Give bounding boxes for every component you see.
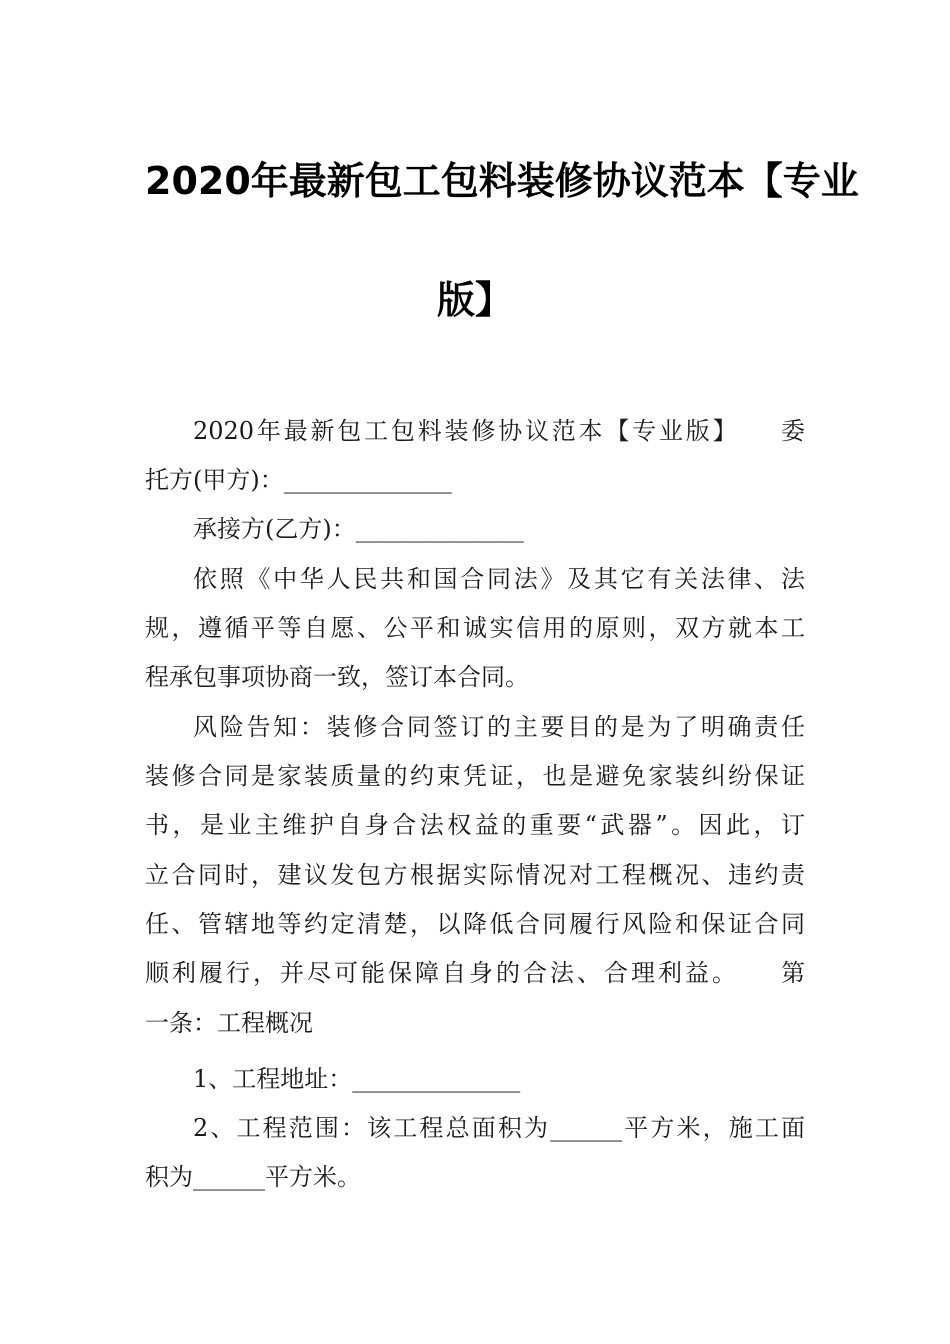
document-title-line-2: 版】 — [436, 278, 513, 322]
body-line: 1、工程地址：______________ — [193, 1065, 521, 1093]
body-line: 程承包事项协商一致，签订本合同。 — [145, 663, 529, 691]
body-line: 规，遵循平等自愿、公平和诚实信用的原则，双方就本工 — [145, 614, 805, 642]
document-title-line-1: 2020年最新包工包料装修协议范本【专业 — [145, 159, 859, 203]
body-line: 书，是业主维护自身合法权益的重要“武器”。因此，订 — [145, 811, 805, 839]
body-line: 积为______平方米。 — [145, 1163, 361, 1191]
body-line: 一条：工程概况 — [145, 1009, 313, 1037]
body-line: 托方(甲方)：______________ — [145, 466, 452, 494]
body-line: 顺利履行，并尽可能保障自身的合法、合理利益。 第 — [145, 959, 805, 987]
body-line: 2020年最新包工包料装修协议范本【专业版】 委 — [193, 417, 805, 445]
body-line: 任、管辖地等约定清楚，以降低合同履行风险和保证合同 — [145, 910, 805, 938]
body-line: 依照《中华人民共和国合同法》及其它有关法律、法 — [193, 565, 805, 593]
body-line: 2、工程范围：该工程总面积为______平方米，施工面 — [193, 1114, 805, 1142]
body-line: 装修合同是家装质量的约束凭证，也是避免家装纠纷保证 — [145, 762, 805, 790]
body-line: 风险告知：装修合同签订的主要目的是为了明确责任 — [193, 713, 805, 741]
body-line: 承接方(乙方)：______________ — [193, 515, 524, 543]
body-line: 立合同时，建议发包方根据实际情况对工程概况、违约责 — [145, 861, 805, 889]
